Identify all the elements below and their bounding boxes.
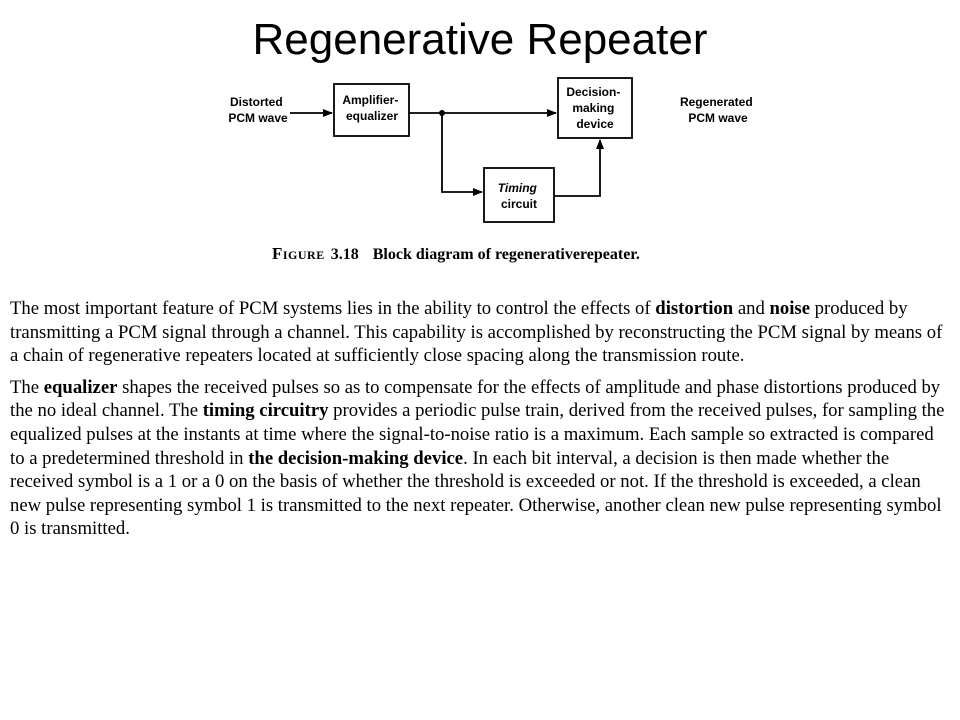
timing-circuit-block [484,168,554,222]
text-run: The [10,376,44,398]
branch-to-timing-line [442,113,482,192]
output-label: Regenerated PCM wave [679,95,753,125]
term-decision-making-device: the decision-making device [248,447,464,469]
svg-text:Decision- making d: Decision- making device [566,85,621,131]
term-timing-circuitry: timing circuitry [202,400,329,422]
timing-to-decision-line [554,140,600,196]
svg-text:Timing circuit: Timing circuit [497,181,538,211]
text-run: The most important feature of PCM systems lies in the ability to control the effects of [10,298,656,319]
text-run: shapes the received pulses so as to compensate for the effects of amplitude and phase distortions produced by the no ideal channel. The [10,376,941,422]
term-distortion: distortion [655,298,734,319]
svg-text:Amplifier- equalizer: Amplifier- equalizer [342,93,399,123]
amplifier-equalizer-block [334,84,409,136]
text-run: . In each bit interval, a decision is then made whether the received symbol is a 1 or a 0 on the basis of whether the threshold is exceeded or not. If the threshold is exceeded, a clean new pulse representing symbol 1 is transmitted to the next repeater. Otherwise, another clean new pulse representing symbol 0 is transmitted. [10,447,942,540]
figure-caption [272,244,640,264]
term-noise: noise [769,298,810,319]
text-run: produced by transmitting a PCM signal through a channel. This capability is accomplished by reconstructing the PCM signal by means of a chain of regenerative repeaters located at sufficiently close spacing along the transmission route. [10,298,943,367]
paragraph-pcm-feature [10,297,945,368]
figure-caption-text: Block diagram of regenerativerepeater. [372,246,640,263]
figure-number: 3.18 [330,246,359,263]
text-run: and [733,298,770,319]
term-equalizer: equalizer [43,376,118,398]
page-title: Regenerative Repeater [252,15,708,64]
figure-label: Figure [272,244,325,263]
input-label: Distorted PCM wave [228,95,288,125]
text-run: provides a periodic pulse train, derived from the received pulses, for sampling the equalized pulses at the instants at time where the signal-to-noise ratio is a maximum. Each sample so extracted is compared to a predetermined threshold in [10,400,945,469]
paragraph-repeater-operation [10,376,945,541]
decision-making-device-block [558,78,632,138]
body-text [10,297,945,549]
